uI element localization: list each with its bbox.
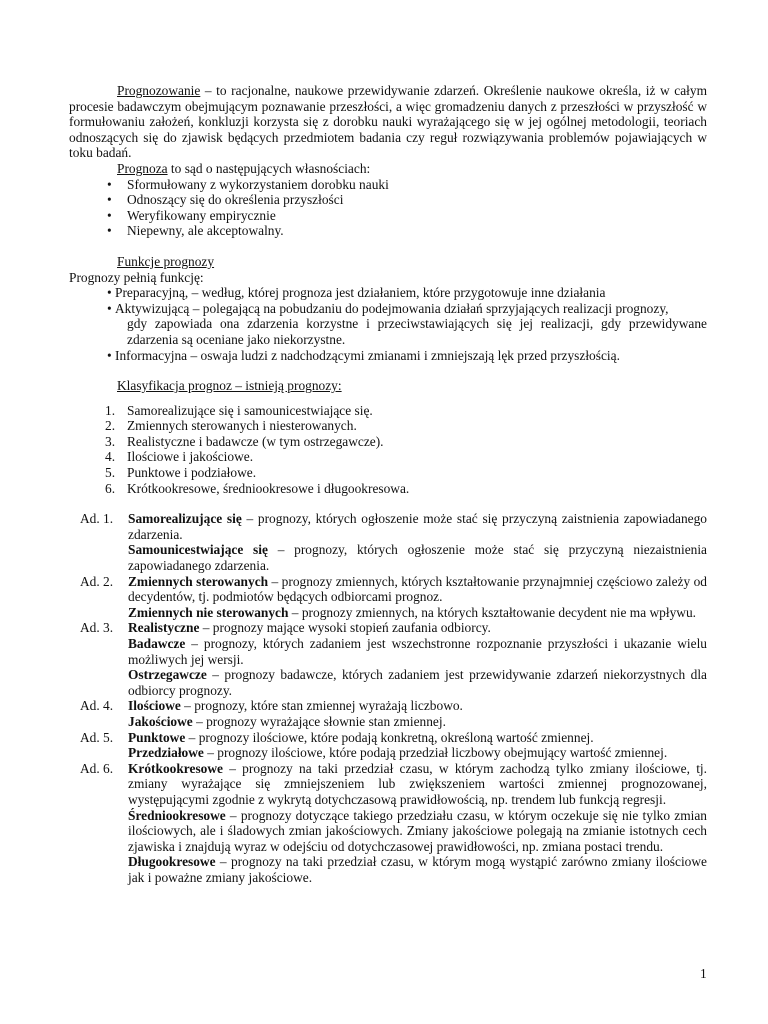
ad-text: – prognozy mające wysoki stopień zaufania odbiorcy. xyxy=(199,620,491,636)
klasyfikacja-heading-line xyxy=(69,378,707,394)
document-page xyxy=(69,83,707,886)
ad-text: – prognozy na taki przedział czasu, w którym zachodzą tylko zmiany ilościowe, tj. zmiany wyrażające się zmniejszeniem lub zwiększeniem wartości zmiennej prognozowanej, występującymi zgodnie z wykrytą dotychczasową prawidłowością, np. trendem lub funkcją regresji. xyxy=(128,760,707,807)
ad-text: – prognozy dotyczące takiego przedziału czasu, w którym oczekuje się nie tylko zmian ilościowych, ale i śladowych zmian jakościowych. Zmiany jakościowe polegają na zmianie istotnych cech zjawiska i znajdują wyraz w odejściu od dotychczasowej prawidłowości, np. zmiana postaci trendu. xyxy=(128,807,707,854)
ad-text: – prognozy, które stan zmiennej wyrażają liczbowo. xyxy=(180,698,463,714)
intro-paragraph xyxy=(69,83,707,161)
ad-term: Samounicestwiające się xyxy=(128,542,268,558)
ad-section-1 xyxy=(69,511,707,573)
ad-entry xyxy=(128,854,707,885)
ad-text: – prognozy na taki przedział czasu, w którym mogą wystąpić zarówno zmiany ilościowe jak i poważne zmiany jakościowe. xyxy=(128,854,707,885)
ad-term: Zmiennych nie sterowanych xyxy=(128,604,289,620)
list-number: 5. xyxy=(105,465,116,481)
ad-label: Ad. 6. xyxy=(80,760,114,776)
ad-term: Przedziałowe xyxy=(128,745,204,761)
ad-term: Ostrzegawcze xyxy=(128,667,207,683)
list-item-text: Zmiennych sterowanych i niesterowanych. xyxy=(127,418,357,434)
ad-entry xyxy=(128,808,707,855)
ad-label: Ad. 3. xyxy=(80,620,114,636)
list-number: 1. xyxy=(105,402,116,418)
list-number: 6. xyxy=(105,480,116,496)
ad-entry xyxy=(128,636,707,667)
ad-section-3 xyxy=(69,620,707,698)
list-item xyxy=(69,465,707,481)
ad-term: Krótkookresowe xyxy=(128,760,223,776)
ad-term: Ilościowe xyxy=(128,698,181,714)
list-item-text: Preparacyjną, – według, której prognoza jest działaniem, które przygotowuje inne działania xyxy=(115,285,606,301)
list-item: • Odnoszący się do określenia przyszłości xyxy=(69,192,707,208)
ad-text: – prognozy badawcze, których zadaniem jest przewidywanie zdarzeń niekorzystnych dla odbiorcy prognozy. xyxy=(128,667,707,698)
ad-label: Ad. 1. xyxy=(80,511,114,527)
list-number: 4. xyxy=(105,449,116,465)
prognoza-definition xyxy=(69,161,707,177)
page-number: 1 xyxy=(700,966,707,981)
list-item xyxy=(69,301,707,348)
ad-term: Badawcze xyxy=(128,636,186,651)
ad-text: – prognozy, których ogłoszenie może stać się przyczyną niezaistnienia zapowiadanego zdarzenia. xyxy=(128,542,708,574)
list-item xyxy=(69,403,707,419)
ad-entry xyxy=(128,574,707,605)
list-item: • Niepewny, ale akceptowalny. xyxy=(69,223,707,239)
ad-term: Jakościowe xyxy=(128,713,193,729)
ad-text: – prognozy wyrażające słownie stan zmiennej. xyxy=(192,713,446,729)
ad-text: – prognozy zmiennych, których kształtowanie przynajmniej częściowo zależy od decydentów, tj. podmiotów będących odbiorcami prognoz. xyxy=(128,573,707,605)
ad-text: – prognozy, których zadaniem jest wszechstronne rozpoznanie przyszłości i ukazanie wielu możliwych jej wersji. xyxy=(128,636,707,667)
ad-term: Długookresowe xyxy=(128,854,216,870)
list-item-text: Krótkookresowe, średniookresowe i długookresowa. xyxy=(127,480,410,496)
prognoza-term: Prognoza xyxy=(117,160,168,176)
ad-term: Punktowe xyxy=(128,729,186,745)
ad-term: Zmiennych sterowanych xyxy=(128,573,269,589)
ad-section-5 xyxy=(69,730,707,761)
ad-entry xyxy=(128,698,707,714)
list-item-text: Punktowe i podziałowe. xyxy=(127,465,257,481)
prognoza-text: to sąd o następujących własnościach: xyxy=(167,160,371,176)
ad-term: Średniookresowe xyxy=(128,807,226,823)
ad-label: Ad. 5. xyxy=(80,729,114,745)
funkcje-heading-line xyxy=(69,254,707,270)
ad-text: – prognozy ilościowe, które podają konkretną, określoną wartość zmiennej. xyxy=(185,729,594,745)
prognoza-properties-list xyxy=(69,177,707,239)
ad-label: Ad. 4. xyxy=(80,698,114,714)
list-item xyxy=(69,434,707,450)
list-item xyxy=(69,285,707,301)
ad-term: Samorealizujące się xyxy=(128,511,242,527)
list-item xyxy=(69,449,707,465)
ad-entry xyxy=(128,542,707,573)
list-item-continuation: gdy zapowiada ona zdarzenia korzystne i przeciwstawiających się jej realizacji, gdy przewidywane zdarzenia są oceniane jako niekorzystne. xyxy=(127,316,707,347)
list-item xyxy=(69,418,707,434)
ad-entry xyxy=(128,620,707,636)
ad-term: Realistyczne xyxy=(128,620,200,636)
list-item-text: Informacyjna – oswaja ludzi z nadchodzącymi zmianami i zmniejszają lęk przed przyszłością. xyxy=(115,347,620,363)
list-item xyxy=(69,481,707,497)
ad-text: – prognozy zmiennych, na których kształtowanie decydent nie ma wpływu. xyxy=(288,604,697,620)
klasyfikacja-list xyxy=(69,403,707,497)
list-number: 3. xyxy=(105,433,116,449)
funkcje-list xyxy=(69,285,707,363)
ad-entry xyxy=(128,714,707,730)
list-item: • Sformułowany z wykorzystaniem dorobku nauki xyxy=(69,177,707,193)
funkcje-intro: Prognozy pełnią funkcję: xyxy=(69,269,204,285)
ad-entry xyxy=(128,605,707,621)
funkcje-heading: Funkcje prognozy xyxy=(117,253,215,269)
ad-section-4 xyxy=(69,698,707,729)
ad-section-2 xyxy=(69,574,707,621)
klasyfikacja-heading: Klasyfikacja prognoz – istnieją prognozy: xyxy=(117,378,342,394)
list-item-text: Aktywizującą – polegającą na pobudzaniu do podejmowania działań sprzyjających realizacji prognozy, xyxy=(115,300,669,316)
ad-section-6 xyxy=(69,761,707,886)
ad-entry xyxy=(128,745,707,761)
intro-term: Prognozowanie xyxy=(117,83,201,98)
intro-text: – to racjonalne, naukowe przewidywanie zdarzeń. Określenie naukowe określa, iż w całym procesie badawczym obejmującym poznawanie przeszłości, a więc gromadzeniu danych z przeszłości w przyszłość w formułowaniu założeń, konkluzji korzysta się z dorobku nauki wyrażającego się w jej ogólnej metodologii, teoriach odnoszących się do zjawisk będących przedmiotem badania czy reguł rozwiązywania problemów pojawiających w toku badań. xyxy=(69,83,707,161)
list-item: • Weryfikowany empirycznie xyxy=(69,208,707,224)
ad-entry xyxy=(128,667,707,698)
list-item xyxy=(69,348,707,364)
ad-entry xyxy=(128,761,707,808)
list-item-text: Ilościowe i jakościowe. xyxy=(127,449,254,465)
ad-entry xyxy=(128,730,707,746)
list-number: 2. xyxy=(105,418,116,434)
ad-text: – prognozy ilościowe, które podają przedział liczbowy obejmujący wartość zmiennej. xyxy=(203,745,668,761)
ad-entry xyxy=(128,511,707,542)
list-item-text: Realistyczne i badawcze (w tym ostrzegawcze). xyxy=(127,433,384,449)
list-item-text: Samorealizujące się i samounicestwiające się. xyxy=(127,402,373,418)
ad-text: – prognozy, których ogłoszenie może stać się przyczyną zaistnienia zapowiadanego zdarzenia. xyxy=(128,511,707,542)
ad-label: Ad. 2. xyxy=(80,573,114,589)
